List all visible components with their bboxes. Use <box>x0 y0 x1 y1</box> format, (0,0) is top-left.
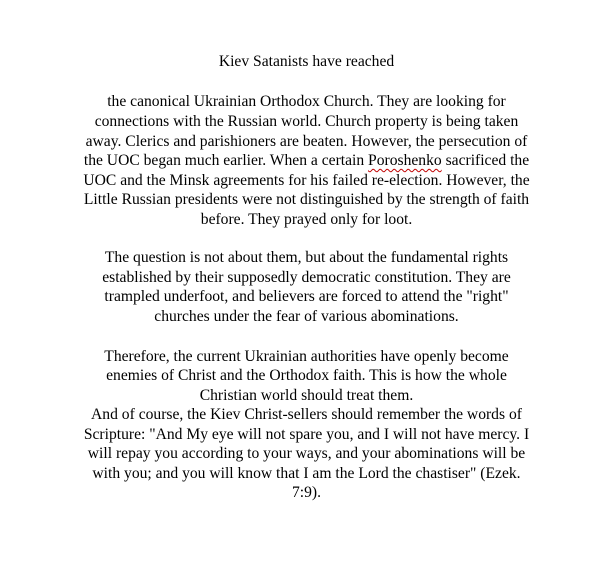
text-line: And of course, the Kiev Christ-sellers should remember the words of <box>91 406 522 423</box>
text-line: 7:9). <box>291 484 322 501</box>
text-line: connections with the Russian world. Church property is being taken <box>94 113 519 130</box>
text-line: established by their supposedly democratic constitution. They are <box>102 269 511 286</box>
text-line: UOC and the Minsk agreements for his failed re-election. However, the <box>83 172 530 189</box>
text-line: Christian world should treat them. <box>199 387 414 404</box>
text-line: Therefore, the current Ukrainian authorities have openly become <box>104 348 509 365</box>
text-fragment: sacrificed the <box>441 152 530 169</box>
text-line: Scripture: "And My eye will not spare you, and I will not have mercy. I <box>83 426 530 443</box>
text-line: the canonical Ukrainian Orthodox Church. They are looking for <box>107 93 506 110</box>
text-line: trampled underfoot, and believers are forced to attend the "right" <box>104 288 509 305</box>
text-line: before. They prayed only for loot. <box>200 211 413 228</box>
text-line: churches under the fear of various abominations. <box>154 308 459 325</box>
text-line: away. Clerics and parishioners are beaten. However, the persecution of <box>85 133 528 150</box>
text-line: enemies of Christ and the Orthodox faith. This is how the whole <box>106 367 507 384</box>
text-line: with you; and you will know that I am the Lord the chastiser" (Ezek. <box>92 465 521 482</box>
text-line <box>0 151 613 170</box>
document-title: Kiev Satanists have reached <box>218 53 395 70</box>
text-line: Little Russian presidents were not distinguished by the strength of faith <box>83 191 530 208</box>
text-line: will repay you according to your ways, and your abominations will be <box>87 445 526 462</box>
text-line: The question is not about them, but about the fundamental rights <box>104 249 509 266</box>
spellcheck-flagged-word[interactable]: Poroshenko <box>368 152 442 169</box>
text-fragment: the UOC began much earlier. When a certain <box>83 152 369 169</box>
